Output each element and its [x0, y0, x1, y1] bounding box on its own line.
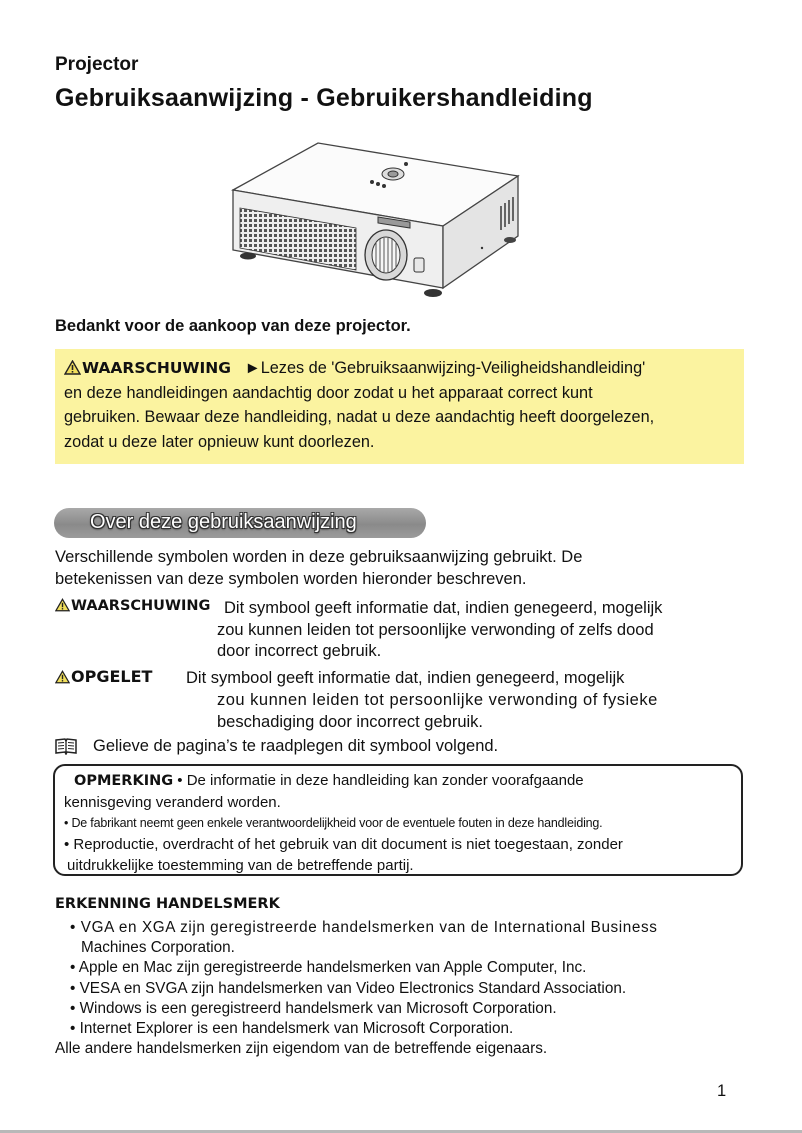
section-heading-text: Over deze gebruiksaanwijzing — [90, 511, 357, 533]
warning-text-2: en deze handleidingen aandachtig door zodat u het apparaat correct kunt — [64, 383, 593, 402]
caution-icon — [55, 670, 70, 684]
arrow-icon: ► — [244, 359, 261, 377]
trademark-item-2: • Apple en Mac zijn geregistreerde handelsmerken van Apple Computer, Inc. — [70, 959, 587, 977]
intro-text — [55, 547, 745, 590]
projector-illustration — [218, 138, 528, 306]
note-line-5: uitdrukkelijke toestemming van de betreffende partij. — [67, 857, 414, 874]
trademark-footer: Alle andere handelsmerken zijn eigendom van de betreffende eigenaars. — [55, 1040, 548, 1058]
warning-text-1: Lezes de 'Gebruiksaanwijzing-Veiligheidshandleiding' — [260, 359, 646, 377]
warning-desc-3: door incorrect gebruik. — [217, 642, 382, 660]
reference-symbol-description: Gelieve de pagina’s te raadplegen dit symbool volgend. — [93, 737, 499, 755]
book-icon — [55, 737, 77, 755]
section-heading — [54, 508, 426, 538]
note-line-1 — [64, 770, 741, 792]
trademark-item-4: • Windows is een geregistreerd handelsmerk van Microsoft Corporation. — [70, 999, 557, 1017]
warning-desc-1: Dit symbool geeft informatie dat, indien genegeerd, mogelijk — [224, 599, 663, 617]
note-label: OPMERKING — [74, 773, 174, 789]
warning-text-4: zodat u deze later opnieuw kunt doorlezen. — [64, 432, 375, 451]
caution-desc-2: zou kunnen leiden tot persoonlijke verwonding of fysieke — [217, 691, 658, 709]
warning-text-3: gebruiken. Bewaar deze handleiding, nadat u deze aandachtig heeft doorgelezen, — [64, 408, 655, 426]
warning-label: WAARSCHUWING — [82, 359, 231, 377]
intro-line-2: betekenissen van deze symbolen worden hieronder beschreven. — [55, 569, 527, 588]
intro-line-1: Verschillende symbolen worden in deze gebruiksaanwijzing gebruikt. De — [55, 548, 583, 566]
note-text-1: • De informatie in deze handleiding kan zonder voorafgaande — [177, 772, 584, 789]
warning-icon — [64, 360, 81, 375]
note-line-3: • De fabrikant neemt geen enkele verantwoordelijkheid voor de eventuele fouten in deze handleiding. — [64, 816, 603, 830]
warning-symbol-text: WAARSCHUWING — [71, 598, 211, 614]
warning-box — [55, 349, 744, 464]
caution-desc-3: beschadiging door incorrect gebruik. — [217, 713, 483, 731]
trademark-item-1 — [55, 918, 755, 958]
warning-line-1 — [64, 356, 738, 381]
trademark-item-1-cont: Machines Corporation. — [81, 939, 235, 957]
note-line-4: • Reproductie, overdracht of het gebruik van dit document is niet toegestaan, zonder — [64, 836, 623, 853]
page-title: Gebruiksaanwijzing - Gebruikershandleiding — [55, 84, 593, 112]
trademark-item-3: • VESA en SVGA zijn handelsmerken van Video Electronics Standard Association. — [70, 979, 627, 997]
thanks-text: Bedankt voor de aankoop van deze projector. — [55, 317, 411, 335]
caution-desc-1: Dit symbool geeft informatie dat, indien genegeerd, mogelijk — [186, 669, 625, 687]
note-box — [53, 764, 743, 876]
trademark-item-1-text: • VGA en XGA zijn geregistreerde handelsmerken van de International Business — [70, 919, 658, 936]
trademark-heading: ERKENNING HANDELSMERK — [55, 896, 280, 912]
caution-symbol-text: OPGELET — [71, 667, 153, 686]
trademark-list — [55, 918, 755, 1059]
warning-icon — [55, 598, 70, 612]
product-label: Projector — [55, 54, 139, 75]
warning-symbol-label — [55, 598, 210, 614]
note-line-2: kennisgeving veranderd worden. — [64, 794, 281, 811]
page-number: 1 — [717, 1082, 727, 1100]
caution-symbol-description — [186, 667, 746, 733]
warning-desc-2: zou kunnen leiden tot persoonlijke verwonding of zelfs dood — [217, 620, 654, 639]
trademark-item-5: • Internet Explorer is een handelsmerk van Microsoft Corporation. — [70, 1020, 514, 1038]
caution-symbol-label — [55, 667, 152, 687]
warning-symbol-description — [217, 598, 747, 663]
